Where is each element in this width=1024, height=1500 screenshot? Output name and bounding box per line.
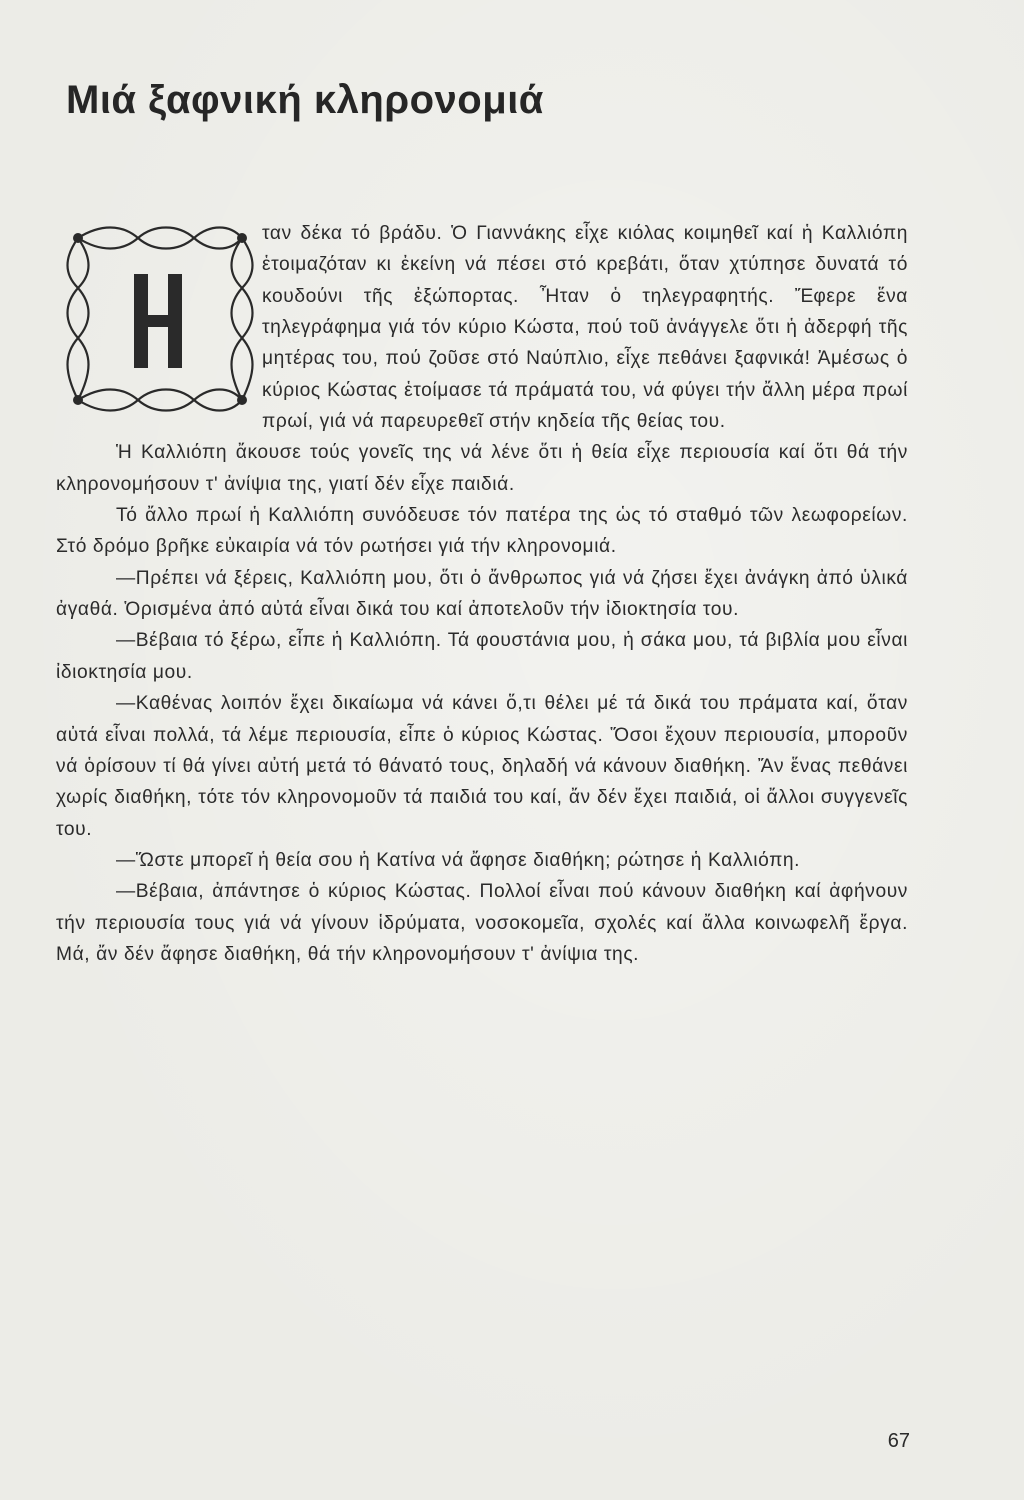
- paragraph-1-text: ταν δέκα τό βράδυ. Ὁ Γιαννάκης εἶχε κιόλας κοιμηθεῖ καί ἡ Καλλιόπη ἑτοιμαζόταν κι ἐκείνη νά πέσει στό κρεβάτι, ὅταν χτύπησε δυνατά τό κουδούνι τῆς ἐξώπορτας. Ἦταν ὁ τηλεγραφητής. Ἔφερε ἕνα τηλεγράφημα γιά τόν κύριο Κώστα, πού τοῦ ἀνάγγελε ὅτι ἡ ἀδερφή τῆς μητέρας του, πού ζοῦσε στό Ναύπλιο, εἶχε πεθάνει ξαφνικά! Ἀμέσως ὁ κύριος Κώστας ἑτοίμασε τά πράματά του, νά φύγει τήν ἄλλη μέρα πρωί πρωί, γιά νά παρευρεθεῖ στήν κηδεία τῆς θείας του.: [262, 223, 908, 433]
- drop-cap-spacer: [56, 218, 262, 412]
- paragraph-4: —Πρέπει νά ξέρεις, Καλλιόπη μου, ὅτι ὁ ἄνθρωπος γιά νά ζήσει ἔχει ἀνάγκη ἀπό ὑλικά ἀγαθά. Ὁρισμένα ἀπό αὐτά εἶναι δικά του καί ἀποτελοῦν τήν ἰδιοκτησία του.: [56, 567, 908, 621]
- paragraph-8: —Βέβαια, ἀπάντησε ὁ κύριος Κώστας. Πολλοί εἶναι πού κάνουν διαθήκη καί ἀφήνουν τήν περιουσία τους γιά νά γίνουν ἱδρύματα, νοσοκομεῖα, σχολές καί ἄλλα κοινωφελῆ ἔργα. Μά, ἄν δέν ἄφησε διαθήκη, θά τήν κληρονομήσουν τ' ἀνίψια της.: [56, 881, 908, 965]
- paragraph-1: [56, 218, 908, 437]
- paragraph-7: —Ὥστε μπορεῖ ἡ θεία σου ἡ Κατίνα νά ἄφησε διαθήκη; ρώτησε ἡ Καλλιόπη.: [116, 849, 801, 871]
- chapter-title: Μιά ξαφνική κληρονομιά: [66, 78, 544, 122]
- chapter-body: [56, 218, 908, 970]
- paragraph-3: Τό ἄλλο πρωί ἡ Καλλιόπη συνόδευσε τόν πατέρα της ὡς τό σταθμό τῶν λεωφορείων. Στό δρόμο βρῆκε εὐκαιρία νά τόν ρωτήσει γιά τήν κληρονομιά.: [56, 505, 908, 558]
- page-number: 67: [887, 1430, 910, 1452]
- paragraph-2: Ἡ Καλλιόπη ἄκουσε τούς γονεῖς της νά λένε ὅτι ἡ θεία εἶχε περιουσία καί ὅτι θά τήν κληρονομήσουν τ' ἀνίψια της, γιατί δέν εἶχε παιδιά.: [56, 442, 908, 495]
- paragraph-5: —Βέβαια τό ξέρω, εἶπε ἡ Καλλιόπη. Τά φουστάνια μου, ἡ σάκα μου, τά βιβλία μου εἶναι ἰδιοκτησία μου.: [56, 630, 908, 683]
- paragraph-6: —Καθένας λοιπόν ἔχει δικαίωμα νά κάνει ὅ,τι θέλει μέ τά δικά του πράματα καί, ὅταν αὐτά εἶναι πολλά, τά λέμε περιουσία, εἶπε ὁ κύριος Κώστας. Ὅσοι ἔχουν περιουσία, μποροῦν νά ὁρίσουν τί θά γίνει αὐτή μετά τό θάνατό τους, δηλαδή νά κάνουν διαθήκη. Ἄν ἕνας πεθάνει χωρίς διαθήκη, τότε τόν κληρονομοῦν τά παιδιά του καί, ἄν δέν ἔχει παιδιά, οἱ ἄλλοι συγγενεῖς του.: [56, 693, 908, 840]
